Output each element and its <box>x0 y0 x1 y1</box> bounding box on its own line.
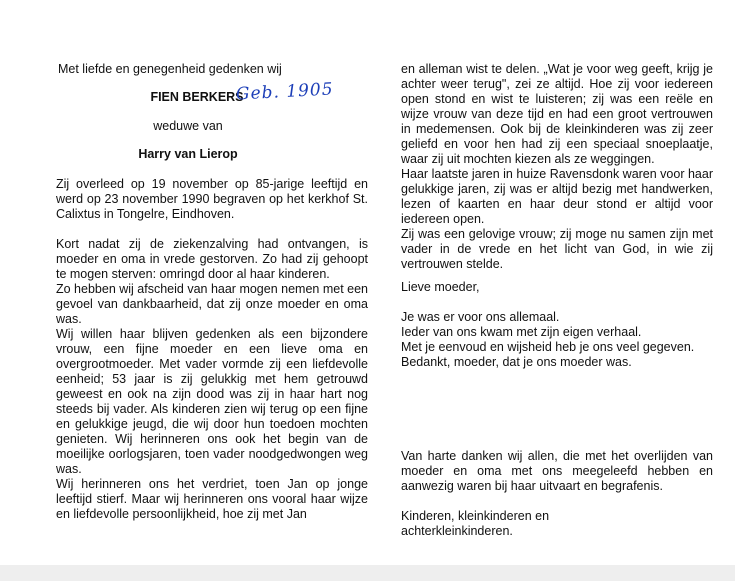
intro-line: Met liefde en genegenheid gedenken wij <box>58 62 282 76</box>
poem-line-2: Ieder van ons kwam met zijn eigen verhaal. <box>401 325 642 339</box>
deceased-name: FIEN BERKERS <box>150 90 244 104</box>
left-paragraph-4: Wij willen haar blijven gedenken als een bijzondere vrouw, een fijne moeder en een lieve oma en overgrootmoeder. Met vader vormde zij een liefdevolle eenheid; 53 jaar is zij gelukkig met hem getrouwd geweest en ook na zijn dood was zij in haar hart nog steeds bij vader. Als kinderen zien wij terug op een fijne en gelukkige jeugd, die wij door hun toedoen mochten genieten. Wij herinneren ons ook het begin van de moeilijke oorlogsjaren, toen vader noodgedwongen weg was. <box>56 327 368 476</box>
right-paragraph-1: en alleman wist te delen. „Wat je voor weg geeft, krijg je achter weer terug", zei ze altijd. Hoe zij voor iedereen open stond en wist te luisteren; zij was een reële en wijze vrouw van deze tijd en had een groot vertrouwen in medemensen. Ook bij de kleinkinderen was zij zeer geliefd en voor hen had zij een speciaal snoeplaatje, waar zij uit mochten kiezen als ze weggingen. <box>401 62 713 166</box>
left-paragraph-1: Zij overleed op 19 november op 85-jarige leeftijd en werd op 23 november 1990 begraven op het kerkhof St. Calixtus in Tongelre, Eindhoven. <box>56 177 368 221</box>
husband-name: Harry van Lierop <box>138 147 238 161</box>
bottom-margin <box>0 565 735 581</box>
signature-line-2: achterkleinkinderen. <box>401 524 513 538</box>
signature-line-1: Kinderen, kleinkinderen en <box>401 509 550 523</box>
handwritten-birth-note: Geb. 1905 <box>235 79 335 105</box>
left-paragraph-5: Wij herinneren ons het verdriet, toen Jan op jonge leeftijd stierf. Maar wij herinneren ons vooral haar wijze en liefdevolle persoonlijkheid, hoe zij met Jan <box>56 477 368 521</box>
left-paragraph-2: Kort nadat zij de ziekenzalving had ontvangen, is moeder en oma in vrede gestorven. Zo had zij gehoopt te mogen sterven: omringd door al haar kinderen. <box>56 237 368 281</box>
right-column <box>401 62 713 539</box>
widow-label: weduwe van <box>153 119 223 133</box>
name-row <box>56 79 368 105</box>
greeting: Lieve moeder, <box>401 280 480 294</box>
poem-line-3: Met je eenvoud en wijsheid heb je ons veel gegeven. <box>401 340 695 354</box>
poem-line-4: Bedankt, moeder, dat je ons moeder was. <box>401 355 632 369</box>
right-paragraph-2: Haar laatste jaren in huize Ravensdonk waren voor haar gelukkige jaren, zij was er altijd bezig met handwerken, lezen of kaarten en haar deur stond er altijd voor iedereen open. <box>401 167 713 226</box>
poem-line-1: Je was er voor ons allemaal. <box>401 310 560 324</box>
left-column <box>56 62 368 522</box>
left-paragraph-3: Zo hebben wij afscheid van haar mogen nemen met een gevoel van dankbaarheid, dat zij onze moeder en oma was. <box>56 282 368 326</box>
thanks-paragraph: Van harte danken wij allen, die met het overlijden van moeder en oma met ons meegeleefd hebben en aanwezig waren bij haar uitvaart en begrafenis. <box>401 449 713 493</box>
right-paragraph-3: Zij was een gelovige vrouw; zij moge nu samen zijn met vader in de vrede en het licht van God, in wie zij vertrouwen stelde. <box>401 227 713 271</box>
